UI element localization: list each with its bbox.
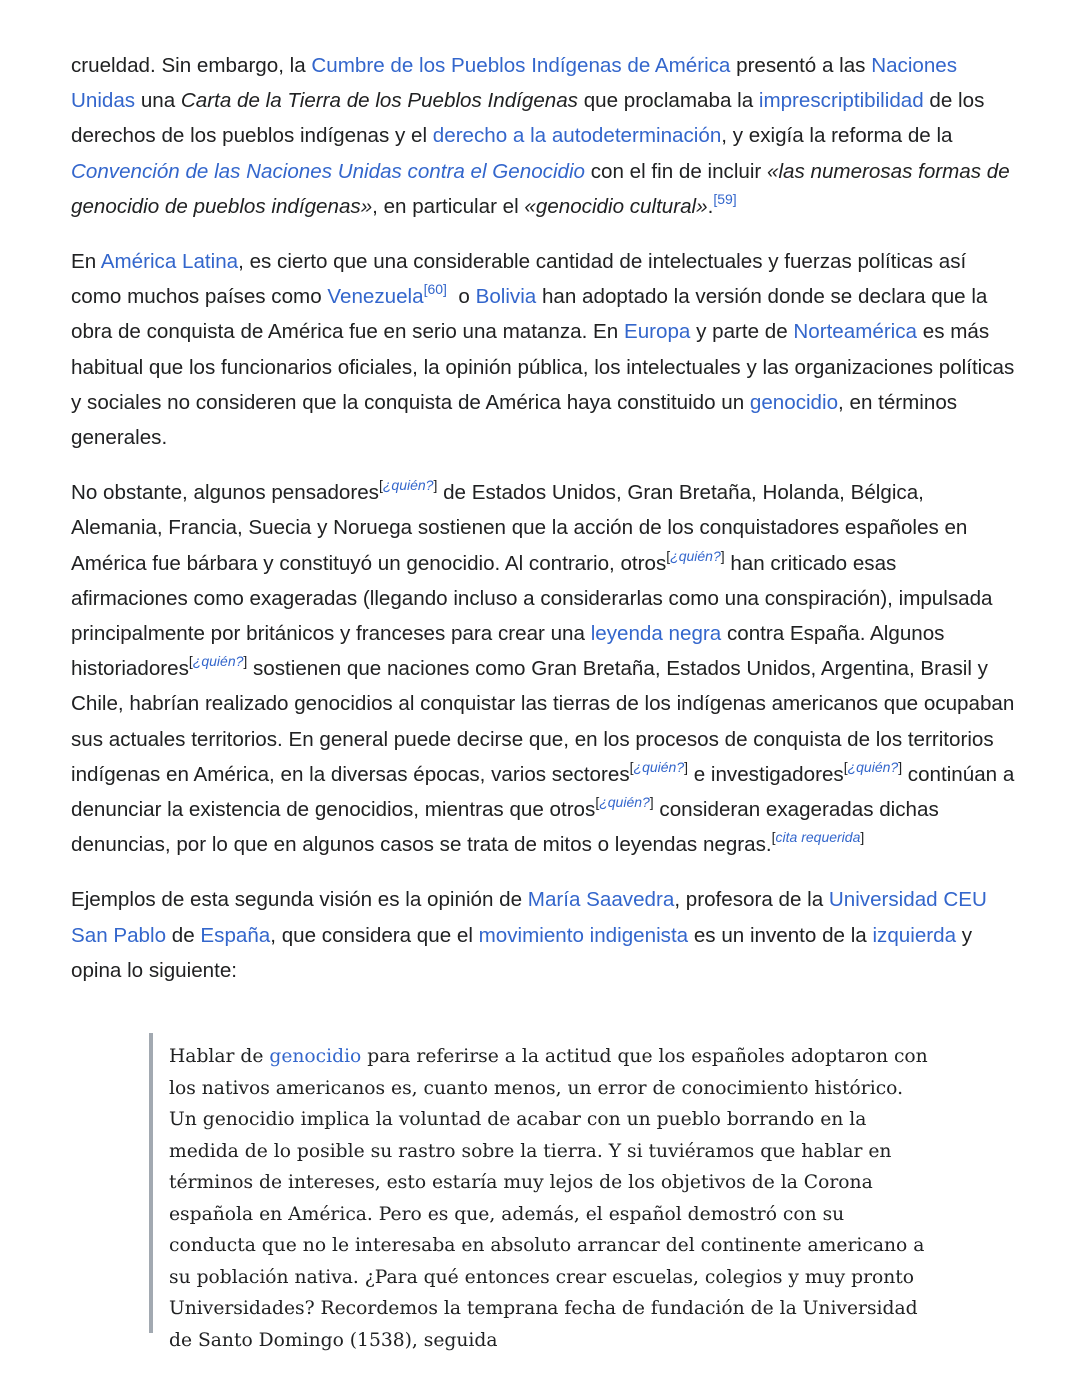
bracket: ]: [243, 653, 248, 670]
text: sostienen que naciones como Gran Bretaña, Estados Unidos, Argentina, Brasil y Chile, habrían realizado genocidios al conquistar las tierras de los indígenas americanos que ocupaban sus actuales territorios. En general puede decirse que, en los procesos de conquista de los territorios indígenas en América, en la diversas épocas, varios sectores: [71, 657, 1015, 786]
quien-link[interactable]: ¿quién?: [633, 758, 685, 775]
article-content: [71, 48, 1016, 1351]
bracket: [: [843, 758, 848, 775]
link-naciones-unidas[interactable]: Naciones Unidas: [71, 54, 958, 113]
bracket: ]: [720, 547, 725, 564]
citation-needed-quien[interactable]: [844, 759, 902, 775]
text: y parte de: [690, 320, 794, 344]
reference-59-link[interactable]: [59]: [713, 190, 737, 207]
bracket: [: [771, 829, 776, 846]
citation-needed-cita-requerida[interactable]: [772, 829, 865, 845]
blockquote-saavedra: [149, 1033, 929, 1351]
paragraph-pensadores: [71, 475, 1016, 862]
link-genocidio[interactable]: genocidio: [749, 390, 839, 414]
bracket: [: [378, 477, 383, 494]
text: , y exigía la reforma de la: [721, 124, 953, 148]
citation-needed-quien[interactable]: [666, 548, 724, 564]
text: presentó a las: [730, 54, 872, 77]
link-maria-saavedra[interactable]: María Saavedra: [527, 888, 675, 912]
link-universidad-ceu-san-pablo[interactable]: Universidad CEU San Pablo: [71, 888, 987, 947]
link-bolivia[interactable]: Bolivia: [475, 285, 537, 309]
link-movimiento-indigenista[interactable]: movimiento indigenista: [478, 923, 689, 947]
text: crueldad. Sin embargo, la: [71, 54, 312, 77]
bracket: ]: [433, 477, 438, 494]
link-leyenda-negra[interactable]: leyenda negra: [590, 622, 722, 646]
blockquote-text: [169, 1033, 929, 1356]
text: y opina lo siguiente:: [71, 923, 973, 982]
text: .: [707, 194, 714, 218]
reference-59[interactable]: [713, 191, 736, 207]
text: de: [166, 923, 201, 947]
text: En: [71, 250, 101, 274]
link-cumbre-pueblos-indigenas[interactable]: Cumbre de los Pueblos Indígenas de América: [311, 54, 731, 77]
quien-link[interactable]: ¿quién?: [847, 758, 899, 775]
citation-needed-quien[interactable]: [379, 477, 437, 493]
bracket: [: [188, 653, 193, 670]
bracket: ]: [649, 794, 654, 811]
citation-needed-quien[interactable]: [189, 653, 247, 669]
text: , profesora de la: [674, 888, 829, 912]
text: para referirse a la actitud que los españoles adoptaron con los nativos americanos es, cuanto menos, un error de conocimiento histórico. Un genocidio implica la voluntad de acabar con un pueblo borrando en la medida de lo posible su rastro sobre la tierra. Y si tuviéramos que hablar en términos de intereses, esto estaría muy lejos de los objetivos de la Corona española en América. Pero es que, además, el español demostró con su conducta que no le interesaba en absoluto arrancar del continente americano a su población nativa. ¿Para qué entonces crear escuelas, colegios y muy pronto Universidades? Recordemos la temprana fecha de fundación de la Universidad de Santo Domingo (1538), seguida: [169, 1046, 928, 1351]
quien-link[interactable]: ¿quién?: [192, 653, 244, 670]
text: No obstante, algunos pensadores: [71, 481, 379, 505]
link-derecho-autodeterminacion[interactable]: derecho a la autodeterminación: [432, 124, 722, 148]
text: , que considera que el: [270, 923, 479, 947]
text: o: [446, 285, 476, 309]
paragraph-cumbre: [71, 48, 1016, 224]
bracket: [: [595, 794, 600, 811]
link-america-latina[interactable]: América Latina: [100, 250, 239, 274]
citation-needed-quien[interactable]: [595, 794, 653, 810]
text: Ejemplos de esta segunda visión es la opinión de: [71, 888, 528, 912]
quien-link[interactable]: ¿quién?: [670, 547, 721, 564]
paragraph-maria-saavedra: [71, 882, 1016, 988]
cita-requerida-link[interactable]: cita requerida: [775, 829, 861, 846]
text: , en particular el: [372, 194, 525, 218]
text: continúan a denunciar la existencia de genocidios, mientras que otros: [71, 762, 1015, 822]
link-imprescriptibilidad[interactable]: imprescriptibilidad: [758, 89, 924, 113]
quien-link[interactable]: ¿quién?: [599, 794, 650, 811]
link-izquierda[interactable]: izquierda: [872, 923, 957, 947]
text: que proclamaba la: [577, 89, 759, 113]
text: con el fin de incluir: [585, 159, 768, 183]
text: , es cierto que una considerable cantidad de intelectuales y fuerzas políticas así como muchos países como: [71, 250, 967, 309]
citation-needed-quien[interactable]: [630, 759, 688, 775]
text: es más habitual que los funcionarios oficiales, la opinión pública, los intelectuales y las organizaciones políticas y sociales no consideren que la conquista de América haya constituido un: [71, 320, 1015, 414]
quote-genocidio-cultural: «genocidio cultural»: [524, 194, 708, 218]
quote-numerosas-formas: «las numerosas formas de genocidio de pueblos indígenas»: [71, 159, 1010, 218]
bracket: ]: [898, 758, 903, 775]
text: han adoptado la versión donde se declara que la obra de conquista de América fue en serio una matanza. En: [71, 285, 988, 344]
bracket: [: [666, 547, 671, 564]
reference-60-link[interactable]: [60]: [423, 281, 447, 298]
link-venezuela[interactable]: Venezuela: [327, 285, 424, 309]
link-espana[interactable]: España: [200, 923, 271, 947]
quien-link[interactable]: ¿quién?: [382, 477, 434, 494]
reference-60[interactable]: [424, 281, 447, 297]
text: han criticado esas afirmaciones como exageradas (llegando incluso a considerarlas como una conspiración), impulsada principalmente por británicos y franceses para crear una: [71, 551, 993, 646]
link-convencion-genocidio[interactable]: Convención de las Naciones Unidas contra el Genocidio: [71, 159, 585, 183]
text: contra España. Algunos historiadores: [71, 622, 945, 681]
text: de Estados Unidos, Gran Bretaña, Holanda, Bélgica, Alemania, Francia, Suecia y Noruega sostienen que la acción de los conquistadores españoles en América fue bárbara y constituyó un genocidio. Al contrario, otros: [71, 481, 968, 575]
text: es un invento de la: [688, 923, 873, 947]
text: una: [135, 89, 181, 113]
link-genocidio-quote[interactable]: genocidio: [269, 1046, 362, 1068]
paragraph-america-latina: [71, 244, 1016, 455]
text: consideran exageradas dichas denuncias, por lo que en algunos casos se trata de mitos o leyendas negras.: [71, 798, 939, 857]
text: de los derechos de los pueblos indígenas y el: [71, 89, 985, 148]
bracket: ]: [860, 829, 865, 846]
text: e investigadores: [688, 762, 844, 786]
text: Hablar de: [169, 1046, 270, 1068]
bracket: ]: [684, 758, 688, 775]
link-europa[interactable]: Europa: [623, 320, 691, 344]
bracket: [: [629, 758, 634, 775]
text: , en términos generales.: [71, 390, 958, 450]
carta-tierra-title: Carta de la Tierra de los Pueblos Indígenas: [180, 89, 578, 113]
link-norteamerica[interactable]: Norteamérica: [793, 320, 918, 344]
